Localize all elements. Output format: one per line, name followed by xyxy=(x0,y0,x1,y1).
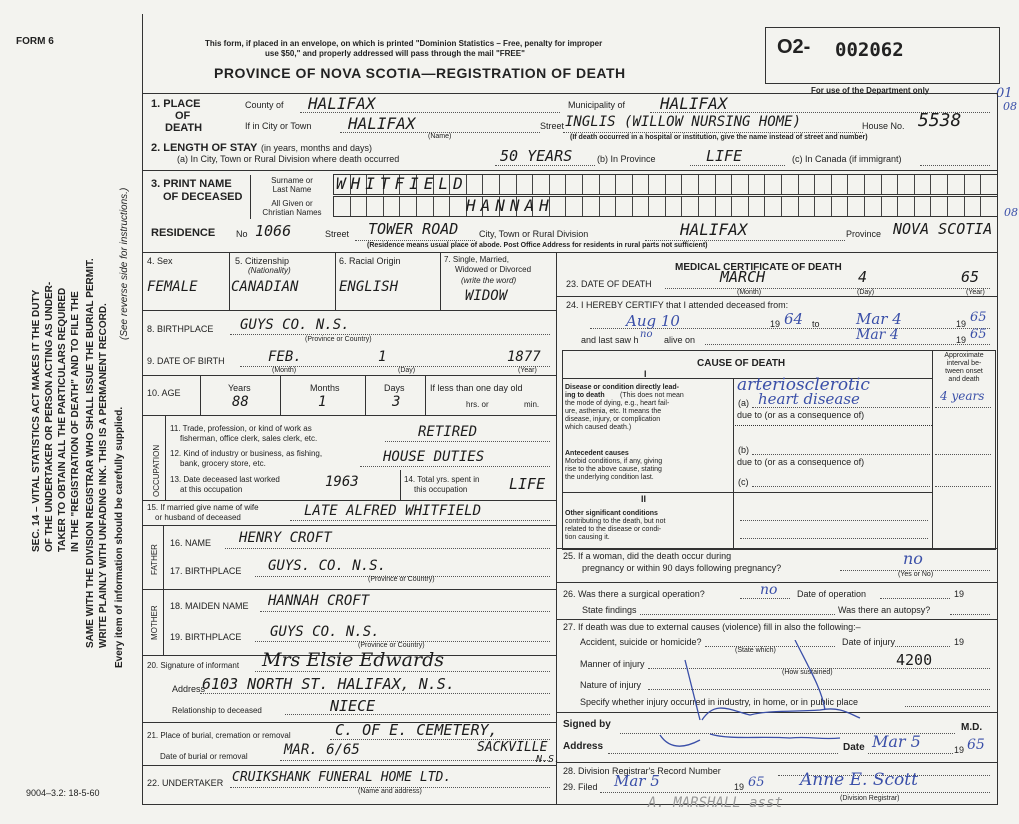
doctor-date-value: Mar 5 xyxy=(872,732,921,751)
industry-value: HOUSE DUTIES xyxy=(383,449,485,465)
dob-year: 1877 xyxy=(507,349,541,365)
dob-day-label: (Day) xyxy=(398,367,416,374)
direct-cause-label-3: (This does not mean xyxy=(620,392,684,399)
md-label: M.D. xyxy=(961,722,983,733)
municipality-label: Municipality of xyxy=(568,100,626,110)
cause-c-label: (c) xyxy=(738,477,749,487)
place-of-death-label-3: DEATH xyxy=(165,122,203,134)
pregnancy-sublabel: (Yes or No) xyxy=(898,571,934,578)
occupation-side-label: OCCUPATION xyxy=(152,444,161,497)
surname-label-2: Last Name xyxy=(272,185,312,194)
marital-label-3: (write the word) xyxy=(461,276,517,285)
registrar-stamp: A. MARSHALL asst xyxy=(648,795,783,811)
marital-value: WIDOW xyxy=(465,288,508,304)
stay-province-value: LIFE xyxy=(706,147,743,165)
house-number-label: House No. xyxy=(862,121,905,131)
street-value: INGLIS (WILLOW NURSING HOME) xyxy=(565,114,802,130)
father-birthplace-value: GUYS. CO. N.S. xyxy=(268,558,387,574)
marital-label-2: Widowed or Divorced xyxy=(455,265,532,274)
burial-date-value: MAR. 6/65 xyxy=(284,742,360,758)
death-month-label: (Month) xyxy=(737,289,762,296)
side-note-4: IN THE "REGISTRATION OF DEATH" AND TO FILE THE xyxy=(70,291,81,552)
residence-label: RESIDENCE xyxy=(151,227,216,239)
sustained-label: (How sustained) xyxy=(782,669,833,676)
external-causes-label: 27. If death was due to external causes (violence) fill in also the following:– xyxy=(563,622,861,632)
cause-a-value: heart disease xyxy=(758,390,860,408)
last-saw-yr-label: 19 xyxy=(956,335,967,345)
cause-line-pen: arteriosclerotic xyxy=(737,375,870,395)
from-yr-label: 19 xyxy=(770,319,781,329)
informant-label: 20. Signature of informant xyxy=(147,661,240,670)
total-years-value: LIFE xyxy=(509,475,546,493)
birthplace-value: GUYS CO. N.S. xyxy=(240,317,350,333)
direct-cause-label-2: ing to death xyxy=(565,392,605,399)
other-conditions-label-3: related to the disease or condi- xyxy=(565,526,662,533)
date-of-death-label: 23. DATE OF DEATH xyxy=(566,279,652,289)
surgery-value: no xyxy=(760,582,778,598)
stay-city-value: 50 YEARS xyxy=(500,147,573,165)
burial-label: 21. Place of burial, cremation or removal xyxy=(147,731,291,740)
left-border xyxy=(142,14,143,804)
last-saw-date: Mar 4 xyxy=(856,327,899,343)
mother-name-value: HANNAH CROFT xyxy=(268,593,370,609)
burial-place-2: SACKVILLE xyxy=(477,740,548,755)
record-number-label: 28. Division Registrar's Record Number xyxy=(563,766,721,776)
doctor-signature xyxy=(600,640,900,760)
margin-note-1: 01 xyxy=(996,86,1013,101)
city-value: HALIFAX xyxy=(348,114,416,133)
filed-label: 29. Filed xyxy=(563,782,598,792)
residence-no-value: 1066 xyxy=(255,222,292,240)
place-of-death-label-2: OF xyxy=(175,110,191,122)
section-ii: II xyxy=(641,494,647,504)
citizenship-sublabel: (Nationality) xyxy=(248,266,291,275)
filed-date: Mar 5 xyxy=(614,772,660,790)
given-name-value: HANNAH xyxy=(466,196,554,215)
given-name-boxes xyxy=(333,196,998,217)
due-to-label-2: due to (or as a consequence of) xyxy=(737,457,865,467)
pregnancy-label-1: 25. If a woman, did the death occur during xyxy=(563,551,732,561)
birthplace-label: 8. BIRTHPLACE xyxy=(147,324,214,334)
side-note-5: SAME WITH THE DIVISION REGISTRAR WHO SHALL ISSUE THE BURIAL PERMIT. xyxy=(85,258,96,648)
antecedent-label-1: Antecedent causes xyxy=(565,450,629,457)
burial-place-value: C. OF E. CEMETERY, xyxy=(335,721,498,739)
date-of-death-day: 4 xyxy=(858,268,868,286)
given-label-1: All Given or xyxy=(271,199,313,208)
envelope-note-2: use $50," and properly addressed will pass through the mail "FREE" xyxy=(265,49,525,58)
margin-note-2: 08 xyxy=(1003,100,1017,113)
footer-code: 9004–3.2: 18-5-60 xyxy=(26,788,100,798)
age-min-label: min. xyxy=(524,400,540,409)
relationship-value: NIECE xyxy=(330,697,376,715)
attended-from: Aug 10 xyxy=(626,312,680,330)
operation-date-label: Date of operation xyxy=(797,589,867,599)
filed-year: 65 xyxy=(748,775,765,790)
birthplace-sublabel: (Province or Country) xyxy=(305,336,372,343)
residence-street-value: TOWER ROAD xyxy=(368,220,459,238)
registration-prefix: O2- xyxy=(777,36,811,58)
age-months-value: 1 xyxy=(318,394,327,410)
spouse-label-2: or husband of deceased xyxy=(155,513,241,522)
marital-label-1: 7. Single, Married, xyxy=(444,255,509,264)
envelope-note-1: This form, if placed in an envelope, on which is printed "Dominion Statistics – Free, penalty for improper xyxy=(205,39,603,48)
interval-label-4: and death xyxy=(948,376,980,383)
certify-label: 24. I HEREBY CERTIFY that I attended deceased from: xyxy=(566,300,789,310)
stay-canada-label: (c) In Canada (if immigrant) xyxy=(792,154,902,164)
specify-label: Specify whether injury occurred in industry, in home, or in public place xyxy=(580,697,858,707)
burial-date-label: Date of burial or removal xyxy=(160,752,248,761)
stay-city-label: (a) In City, Town or Rural Division where death occurred xyxy=(177,154,400,164)
registration-number: 002062 xyxy=(835,39,904,61)
injury-date-label: Date of injury xyxy=(842,637,896,647)
informant-address-value: 6103 NORTH ST. HALIFAX, N.S. xyxy=(202,675,455,693)
citizenship-label: 5. Citizenship xyxy=(235,256,290,266)
cause-a-interval: 4 years xyxy=(940,389,985,403)
residence-note: (Residence means usual place of abode. Post Office Address for residents in rural parts not sufficient) xyxy=(367,242,708,249)
other-conditions-label-4: tion causing it. xyxy=(565,534,610,541)
operation-year-label: 19 xyxy=(954,589,965,599)
other-conditions-label-2: contributing to the death, but not xyxy=(565,518,666,525)
cause-of-death-title: CAUSE OF DEATH xyxy=(697,358,786,369)
direct-cause-label-7: which caused death.) xyxy=(565,424,632,431)
side-note-8: (See reverse side for instructions.) xyxy=(119,187,130,340)
side-note-3: TAKER TO OBTAIN ALL THE PARTICULARS REQUIRED xyxy=(57,287,68,552)
father-birthplace-label: 17. BIRTHPLACE xyxy=(170,566,242,576)
trade-label-2: fisherman, office clerk, sales clerk, etc. xyxy=(180,434,318,443)
hospital-note: (If death occurred in a hospital or institution, give the name instead of street and number) xyxy=(570,134,868,141)
direct-cause-label-4: the mode of dying, e.g., heart fail- xyxy=(565,400,670,407)
state-findings-label: State findings xyxy=(582,605,637,615)
antecedent-label-4: the underlying condition last. xyxy=(565,474,654,481)
age-days-value: 3 xyxy=(392,394,401,410)
father-side-label: FATHER xyxy=(150,544,159,575)
residence-no-label: No xyxy=(236,229,248,239)
age-years-value: 88 xyxy=(232,394,249,410)
spouse-value: LATE ALFRED WHITFIELD xyxy=(304,503,482,519)
street-label: Street xyxy=(540,121,565,131)
injury-year-label: 19 xyxy=(954,637,965,647)
form-label: FORM 6 xyxy=(16,36,54,47)
racial-origin-value: ENGLISH xyxy=(339,279,399,295)
side-note-7: Every item of information should be carefully supplied. xyxy=(114,406,125,668)
last-worked-label-1: 13. Date deceased last worked xyxy=(170,475,280,484)
last-worked-value: 1963 xyxy=(325,474,359,490)
doctor-year-prefix: 19 xyxy=(954,745,965,755)
date-of-death-year: 65 xyxy=(961,268,980,286)
age-months-label: Months xyxy=(310,383,340,393)
city-name-sublabel: (Name) xyxy=(428,133,452,140)
section-i: I xyxy=(644,369,647,379)
medical-certificate-title: MEDICAL CERTIFICATE OF DEATH xyxy=(675,262,842,273)
city-label: If in City or Town xyxy=(245,121,312,131)
mother-name-label: 18. MAIDEN NAME xyxy=(170,601,249,611)
pregnancy-label-2: pregnancy or within 90 days following pregnancy? xyxy=(582,563,782,573)
age-label: 10. AGE xyxy=(147,388,181,398)
house-number-value: 5538 xyxy=(918,110,962,131)
stamp-number: 4200 xyxy=(896,651,933,669)
undertaker-value: CRUIKSHANK FUNERAL HOME LTD. xyxy=(232,770,452,785)
side-note-2: OF THE UNDERTAKER OR PERSON ACTING AS UNDER- xyxy=(44,281,55,552)
print-name-label-2: OF DECEASED xyxy=(163,191,243,203)
last-saw-er: no xyxy=(640,329,653,340)
division-registrar-label: (Division Registrar) xyxy=(840,795,900,802)
father-name-value: HENRY CROFT xyxy=(239,530,332,546)
surname-value: WHITFIELD xyxy=(336,174,468,193)
age-note: If less than one day old xyxy=(430,383,523,393)
dob-day: 1 xyxy=(378,349,387,365)
mother-birthplace-value: GUYS CO. N.S. xyxy=(270,624,380,640)
interval-label-1: Approximate xyxy=(944,352,984,359)
side-note-6: WRITE PLAINLY WITH UNFADING INK. THIS IS A PERMANENT RECORD. xyxy=(98,303,109,648)
to-yr-label: 19 xyxy=(956,319,967,329)
side-note-1: SEC. 14 – VITAL STATISTICS ACT MAKES IT THE DUTY xyxy=(31,289,42,552)
relationship-label: Relationship to deceased xyxy=(172,706,262,715)
length-of-stay-note: (in years, months and days) xyxy=(261,143,373,153)
margin-note-3: 08 xyxy=(1004,206,1018,219)
mother-side-label: MOTHER xyxy=(150,605,159,640)
county-value: HALIFAX xyxy=(308,94,376,113)
citizenship-value: CANADIAN xyxy=(231,279,299,295)
other-conditions-label-1: Other significant conditions xyxy=(565,510,658,517)
last-saw-label: and last saw h xyxy=(581,335,639,345)
to-label: to xyxy=(812,319,820,329)
pregnancy-value: no xyxy=(903,549,923,568)
dob-month: FEB. xyxy=(268,349,302,365)
dob-label: 9. DATE OF BIRTH xyxy=(147,356,225,366)
accident-label: Accident, suicide or homicide? xyxy=(580,637,702,647)
informant-address-label: Address xyxy=(172,684,206,694)
surgery-label: 26. Was there a surgical operation? xyxy=(563,589,705,599)
sex-label: 4. Sex xyxy=(147,256,173,266)
manner-label: Manner of injury xyxy=(580,659,645,669)
total-years-label-1: 14. Total yrs. spent in xyxy=(404,475,480,484)
place-of-death-label-1: 1. PLACE xyxy=(151,98,201,110)
industry-label-2: bank, grocery store, etc. xyxy=(180,459,266,468)
father-birthplace-sublabel: (Province or Country) xyxy=(368,576,435,583)
undertaker-label: 22. UNDERTAKER xyxy=(147,778,224,788)
trade-value: RETIRED xyxy=(418,424,478,440)
age-years-label: Years xyxy=(228,383,251,393)
cause-a-label: (a) xyxy=(738,398,749,408)
surname-label-1: Surname or xyxy=(271,176,313,185)
stay-province-label: (b) In Province xyxy=(597,154,656,164)
residence-province-label: Province xyxy=(846,229,882,239)
due-to-label-1: due to (or as a consequence of) xyxy=(737,410,865,420)
total-years-label-2: this occupation xyxy=(414,485,468,494)
doctor-year-value: 65 xyxy=(967,737,985,753)
direct-cause-label-1: Disease or condition directly lead- xyxy=(565,384,679,391)
signed-by-label: Signed by xyxy=(563,719,611,730)
age-hrs-label: hrs. or xyxy=(466,400,489,409)
autopsy-label: Was there an autopsy? xyxy=(838,605,931,615)
direct-cause-label-5: ure, asthenia, etc. It means the xyxy=(565,408,662,415)
municipality-value: HALIFAX xyxy=(660,94,728,113)
antecedent-label-3: rise to the above cause, stating xyxy=(565,466,662,473)
industry-label-1: 12. Kind of industry or business, as fishing, xyxy=(170,449,323,458)
mother-birthplace-sublabel: (Province or Country) xyxy=(358,642,425,649)
undertaker-sublabel: (Name and address) xyxy=(358,788,422,795)
nature-label: Nature of injury xyxy=(580,680,642,690)
form-title: PROVINCE OF NOVA SCOTIA—REGISTRATION OF DEATH xyxy=(214,65,626,81)
antecedent-label-2: Morbid conditions, if any, giving xyxy=(565,458,663,465)
trade-label-1: 11. Trade, profession, or kind of work as xyxy=(170,424,312,433)
dob-year-label: (Year) xyxy=(518,367,537,374)
racial-origin-label: 6. Racial Origin xyxy=(339,256,401,266)
attended-to-year: 65 xyxy=(970,310,987,325)
spouse-label-1: 15. If married give name of wife xyxy=(147,503,259,512)
dob-month-label: (Month) xyxy=(272,367,297,374)
county-label: County of xyxy=(245,100,284,110)
alive-on-label: alive on xyxy=(664,335,696,345)
residence-province-value: NOVA SCOTIA xyxy=(893,220,993,238)
date-of-death-month: MARCH xyxy=(720,268,766,286)
residence-city-label: City, Town or Rural Division xyxy=(479,229,589,239)
age-days-label: Days xyxy=(384,383,405,393)
cause-b-label: (b) xyxy=(738,445,749,455)
residence-street-label: Street xyxy=(325,229,350,239)
print-name-label-1: 3. PRINT NAME xyxy=(151,178,232,190)
direct-cause-label-6: disease, injury, or complication xyxy=(565,416,661,423)
attended-from-year: 64 xyxy=(784,310,804,328)
informant-signature: Mrs Elsie Edwards xyxy=(262,649,445,671)
doctor-date-label: Date xyxy=(843,742,865,753)
attended-to: Mar 4 xyxy=(856,310,902,328)
filed-year-prefix: 19 xyxy=(734,782,745,792)
interval-label-3: tween onset xyxy=(945,368,983,375)
state-which-label: (State which) xyxy=(735,647,776,654)
interval-label-2: interval be- xyxy=(946,360,982,367)
doctor-address-label: Address xyxy=(563,741,604,752)
sex-value: FEMALE xyxy=(147,279,198,295)
death-year-label: (Year) xyxy=(966,289,985,296)
registrar-signature: Anne E. Scott xyxy=(800,770,918,790)
residence-city-value: HALIFAX xyxy=(680,220,748,239)
department-use-note: For use of the Department only xyxy=(811,86,930,95)
length-of-stay-label: 2. LENGTH OF STAY xyxy=(151,142,258,154)
death-day-label: (Day) xyxy=(857,289,875,296)
burial-place-3: N.S. xyxy=(536,754,561,765)
last-worked-label-2: at this occupation xyxy=(180,485,243,494)
mother-birthplace-label: 19. BIRTHPLACE xyxy=(170,632,242,642)
given-label-2: Christian Names xyxy=(262,208,322,217)
father-name-label: 16. NAME xyxy=(170,538,212,548)
last-saw-year: 65 xyxy=(970,327,987,342)
